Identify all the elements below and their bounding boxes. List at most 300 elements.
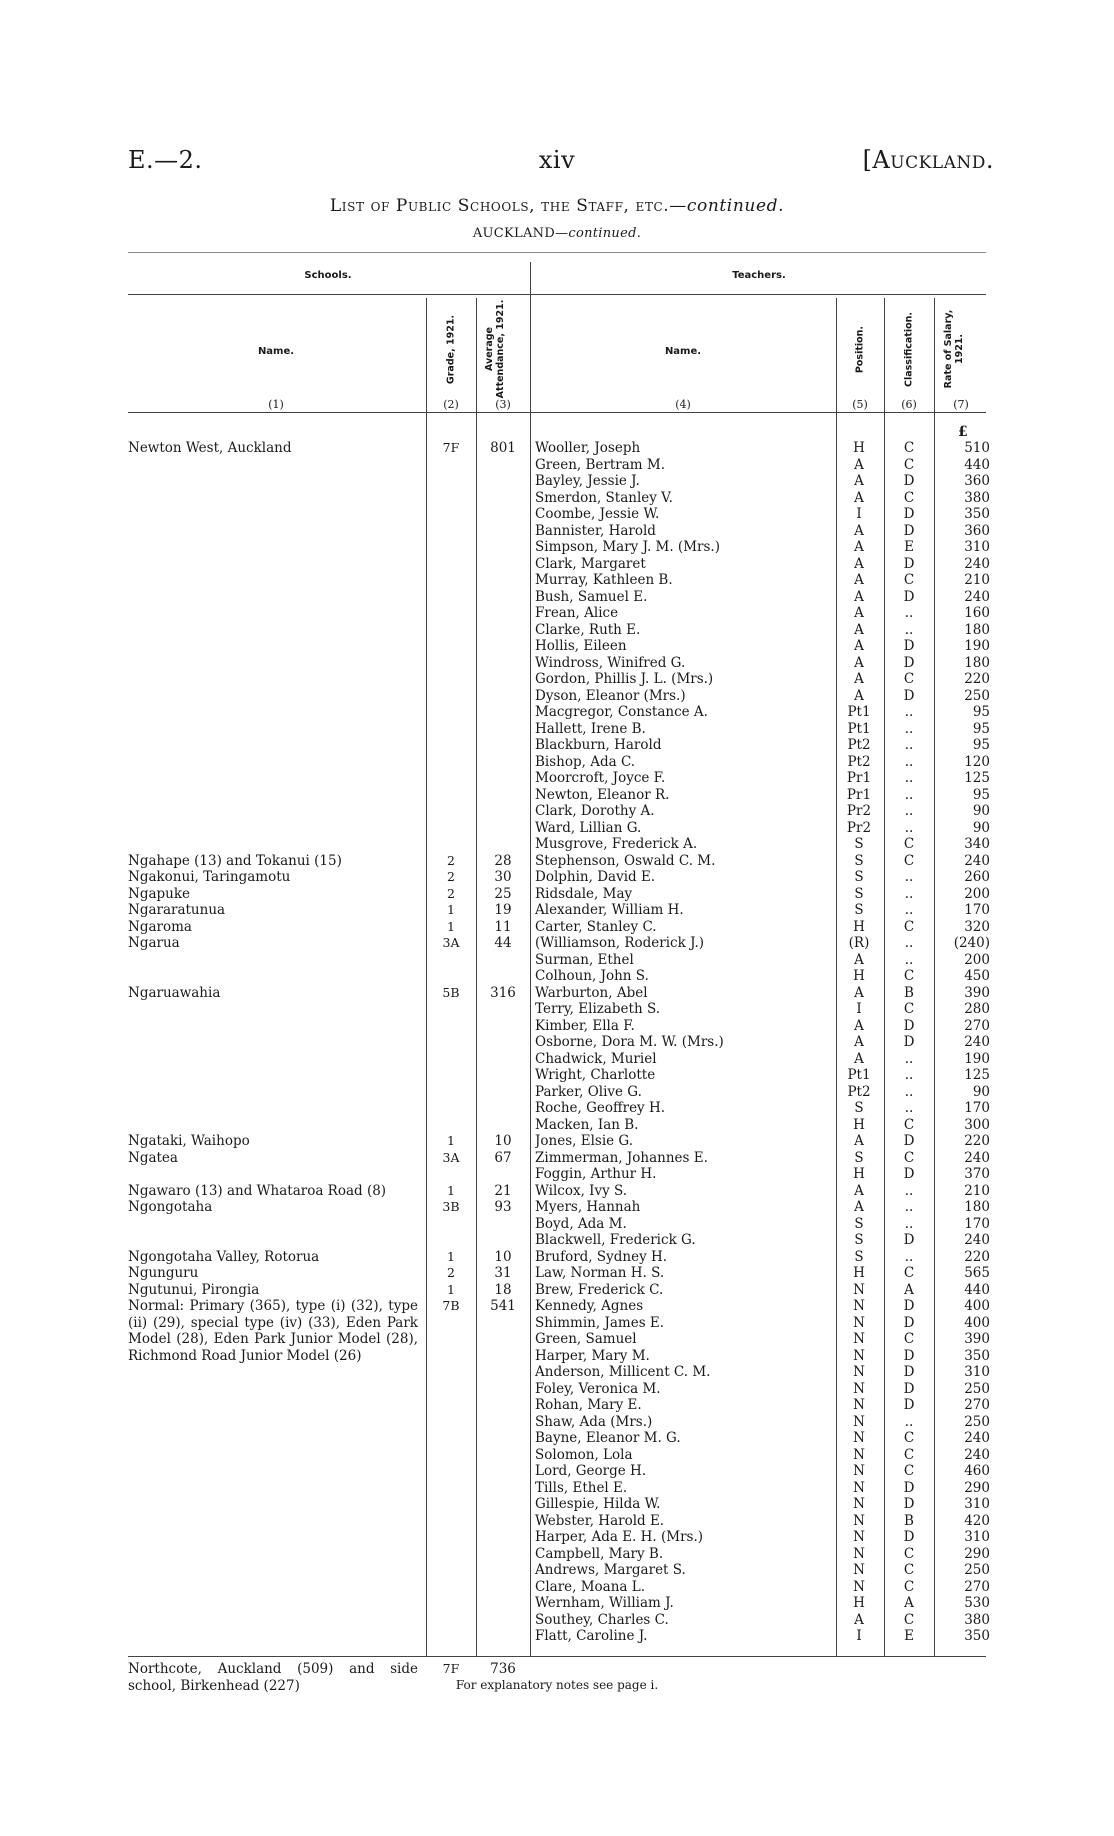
teacher-name: Parker, Olive G. [535, 1083, 642, 1100]
teacher-classification: .. [904, 770, 914, 786]
teacher-position: A [854, 638, 864, 654]
teacher-name: Clare, Moana L. [535, 1578, 646, 1595]
school-grade: 3A [442, 1149, 460, 1165]
school-grade: 1 [447, 918, 455, 934]
teacher-position: Pt1 [847, 1067, 871, 1083]
header-reference: E.—2. [128, 146, 203, 174]
teacher-salary: 240 [964, 1232, 990, 1248]
teacher-salary: 340 [964, 836, 990, 852]
teacher-salary: 290 [964, 1479, 990, 1496]
teacher-classification: D [903, 1479, 915, 1496]
teacher-salary: (240) [953, 935, 990, 951]
teacher-name: Colhoun, John S. [535, 968, 649, 984]
teacher-position: Pt1 [847, 704, 871, 720]
teacher-name: Carter, Stanley C. [535, 918, 657, 935]
teacher-name: Clarke, Ruth E. [535, 621, 641, 638]
teacher-classification: C [903, 1545, 915, 1562]
teacher-classification: C [903, 1149, 915, 1166]
teacher-salary: 290 [964, 1545, 990, 1562]
teacher-classification: D [903, 473, 915, 489]
teacher-name: Wilcox, Ivy S. [535, 1182, 628, 1199]
teacher-classification: D [903, 1034, 915, 1050]
school-attendance: 21 [494, 1182, 512, 1199]
school-grade: 2 [447, 869, 455, 884]
school-attendance: 67 [494, 1149, 512, 1166]
teacher-classification: .. [904, 737, 914, 753]
teacher-position: Pr1 [846, 786, 872, 803]
teacher-position: N [853, 1446, 865, 1463]
teacher-position: H [853, 968, 865, 984]
teacher-salary: 270 [964, 1017, 990, 1034]
school-name: Ngapuke [128, 885, 191, 902]
teacher-classification: D [903, 1380, 915, 1397]
teacher-name: Lord, George H. [535, 1463, 647, 1479]
teacher-classification: C [903, 1463, 915, 1479]
teacher-name: Green, Samuel [535, 1331, 637, 1347]
schools-teachers-divider [530, 262, 531, 1656]
teacher-name: Osborne, Dora M. W. (Mrs.) [535, 1034, 724, 1050]
teacher-classification: D [903, 1529, 915, 1545]
teacher-name: Clark, Dorothy A. [535, 803, 655, 819]
teacher-salary: 210 [964, 1182, 990, 1199]
teacher-name: Gillespie, Hilda W. [535, 1496, 661, 1512]
teacher-salary: 400 [964, 1314, 990, 1331]
teacher-position: I [856, 1001, 862, 1017]
colnum-3: (3) [495, 398, 511, 411]
teacher-classification: E [904, 539, 914, 555]
teacher-name: Windross, Winifred G. [535, 654, 686, 671]
teacher-classification: D [903, 1017, 915, 1034]
teacher-name: Alexander, William H. [535, 902, 684, 918]
teacher-name: Clark, Margaret [535, 555, 646, 572]
school-attendance: 31 [494, 1265, 512, 1281]
teacher-salary: 420 [964, 1512, 990, 1529]
teacher-name: Chadwick, Muriel [535, 1050, 657, 1067]
teacher-salary: 240 [964, 588, 990, 605]
teacher-salary: 270 [964, 1397, 990, 1413]
teacher-position: A [854, 621, 864, 638]
teacher-name: Dolphin, David E. [535, 869, 656, 885]
teacher-classification: A [904, 1281, 914, 1298]
teacher-name: Wooller, Joseph [535, 440, 641, 456]
school-name: Ngaroma [128, 918, 192, 935]
teacher-classification: .. [904, 1100, 914, 1116]
teacher-name: Flatt, Caroline J. [535, 1628, 648, 1644]
school-grade: 1 [447, 1133, 455, 1148]
teacher-name: Myers, Hannah [535, 1199, 641, 1215]
school-name: Ngongotaha Valley, Rotorua [128, 1248, 320, 1265]
teacher-salary: 125 [964, 1067, 990, 1083]
teacher-name: Wernham, William J. [535, 1595, 674, 1611]
teacher-position: Pt1 [847, 720, 871, 737]
teacher-position: Pt2 [847, 1083, 871, 1100]
teacher-salary: 90 [972, 803, 990, 819]
school-grade: 2 [447, 885, 455, 901]
pound-sign: £ [958, 424, 968, 440]
school-attendance: 736 [490, 1661, 516, 1677]
teacher-salary: 250 [964, 1380, 990, 1397]
teacher-position: A [854, 539, 864, 555]
teacher-position: S [854, 885, 864, 902]
teacher-name: Roche, Geoffrey H. [535, 1100, 666, 1116]
teacher-salary: 310 [964, 1529, 990, 1545]
teacher-position: S [854, 1215, 864, 1232]
school-name: Ngataki, Waihopo [128, 1133, 250, 1149]
group-header-rule [128, 294, 986, 295]
teacher-name: Jones, Elsie G. [535, 1133, 634, 1149]
teacher-position: S [854, 836, 864, 852]
attendance-header [484, 299, 518, 399]
teacher-position: H [853, 1265, 865, 1281]
schools-group-header: Schools. [304, 270, 352, 281]
teacher-position: A [854, 605, 864, 621]
teacher-name: Campbell, Mary B. [535, 1545, 664, 1562]
teacher-salary: 90 [972, 819, 990, 836]
school-attendance: 18 [494, 1281, 512, 1298]
teacher-classification: .. [904, 819, 914, 836]
teacher-classification: .. [904, 951, 914, 968]
teacher-position: S [854, 1100, 864, 1116]
teacher-name: Newton, Eleanor R. [535, 786, 670, 803]
teacher-classification: .. [904, 605, 914, 621]
colnum-1: (1) [268, 398, 284, 411]
school-attendance: 93 [494, 1199, 512, 1215]
school-attendance: 10 [494, 1133, 512, 1149]
teacher-classification: C [903, 440, 915, 456]
teacher-name: Shaw, Ada (Mrs.) [535, 1413, 653, 1430]
teacher-classification: .. [904, 1050, 914, 1067]
teacher-position: N [853, 1331, 865, 1347]
teacher-classification: .. [904, 1199, 914, 1215]
attendance-divider [476, 298, 477, 1656]
teacher-classification: .. [904, 1067, 914, 1083]
teacher-position: H [853, 1116, 865, 1133]
teacher-position: N [853, 1397, 865, 1413]
teacher-classification: D [903, 555, 915, 572]
teacher-classification: .. [904, 753, 914, 770]
teacher-name: Bruford, Sydney H. [535, 1248, 668, 1265]
teacher-salary: 350 [964, 1347, 990, 1364]
classification-header: Classification. [903, 312, 915, 387]
teacher-salary: 320 [964, 918, 990, 935]
teacher-classification: C [903, 1430, 915, 1446]
teacher-position: A [854, 522, 864, 539]
teacher-salary: 160 [964, 605, 990, 621]
teacher-name: Andrews, Margaret S. [535, 1562, 686, 1578]
teacher-salary: 260 [964, 869, 990, 885]
teacher-classification: C [903, 918, 915, 935]
teacher-classification: C [903, 1001, 915, 1017]
teacher-name: Webster, Harold E. [535, 1512, 665, 1529]
teacher-classification: E [904, 1628, 914, 1644]
teacher-name: Shimmin, James E. [535, 1314, 665, 1331]
school-name: Ngakonui, Taringamotu [128, 869, 291, 885]
teacher-position: A [854, 588, 864, 605]
teacher-salary: 240 [964, 555, 990, 572]
teacher-name: Macgregor, Constance A. [535, 704, 708, 720]
page-title [0, 196, 1114, 216]
teacher-name: Terry, Elizabeth S. [535, 1001, 661, 1017]
teacher-classification: C [903, 1331, 915, 1347]
teacher-position: S [854, 902, 864, 918]
teacher-classification: C [903, 1446, 915, 1463]
teacher-salary: 95 [972, 720, 990, 737]
teacher-classification: .. [904, 704, 914, 720]
school-grade: 1 [447, 1248, 455, 1264]
teacher-position: N [853, 1347, 865, 1364]
teacher-position: N [853, 1430, 865, 1446]
school-grade: 2 [447, 852, 455, 868]
teacher-salary: 125 [964, 770, 990, 786]
teacher-salary: 530 [964, 1595, 990, 1611]
teacher-position: N [853, 1463, 865, 1479]
teacher-position: S [854, 869, 864, 885]
teacher-position: Pr2 [846, 819, 872, 836]
colnum-5: (5) [852, 398, 868, 411]
teacher-salary: 170 [964, 902, 990, 918]
teacher-name: Zimmerman, Johannes E. [535, 1149, 708, 1166]
teacher-classification: C [903, 489, 915, 506]
teacher-salary: 240 [964, 1446, 990, 1463]
teacher-name: Bannister, Harold [535, 522, 656, 539]
attendance-header-text: Average Attendance, 1921. [484, 299, 506, 399]
teacher-classification: D [903, 588, 915, 605]
teacher-position: N [853, 1545, 865, 1562]
teacher-salary: 510 [964, 440, 990, 456]
position-divider [836, 298, 837, 1656]
teacher-position: H [853, 1595, 865, 1611]
school-name: Northcote, Auckland (509) and side school, Birkenhead (227) [128, 1661, 418, 1694]
table-top-rule [128, 252, 986, 253]
teacher-classification: .. [904, 1215, 914, 1232]
teacher-position: A [854, 984, 864, 1001]
teacher-salary: 190 [964, 1050, 990, 1067]
teacher-name: Boyd, Ada M. [535, 1215, 627, 1232]
teacher-classification: .. [904, 621, 914, 638]
school-attendance: 316 [490, 984, 516, 1001]
teacher-name: Bush, Samuel E. [535, 588, 648, 605]
teacher-salary: 170 [964, 1215, 990, 1232]
teacher-position: A [854, 687, 864, 704]
teacher-position: N [853, 1281, 865, 1298]
school-grade: 1 [447, 1281, 455, 1297]
teacher-salary: 240 [964, 1430, 990, 1446]
school-attendance: 10 [494, 1248, 512, 1265]
teacher-name-header: Name. [664, 346, 702, 357]
teacher-classification: .. [904, 869, 914, 885]
teacher-name: (Williamson, Roderick J.) [535, 935, 705, 951]
teacher-position: I [856, 1628, 862, 1644]
teacher-name: Blackwell, Frederick G. [535, 1232, 696, 1248]
colnum-7: (7) [953, 398, 969, 411]
teacher-position: A [854, 456, 864, 473]
teacher-name: Tills, Ethel E. [535, 1479, 628, 1496]
teacher-salary: 440 [964, 1281, 990, 1298]
teacher-position: S [854, 852, 864, 869]
teacher-position: A [854, 1034, 864, 1050]
teacher-name: Foggin, Arthur H. [535, 1166, 657, 1182]
header-region: [Auckland. [862, 146, 994, 174]
teacher-salary: 380 [964, 1611, 990, 1628]
school-grade: 3A [442, 935, 460, 950]
teacher-classification: .. [904, 720, 914, 737]
teacher-salary: 360 [964, 473, 990, 489]
teacher-classification: .. [904, 803, 914, 819]
teacher-salary: 380 [964, 489, 990, 506]
teacher-name: Musgrove, Frederick A. [535, 836, 698, 852]
teacher-salary: 240 [964, 1034, 990, 1050]
subtitle-continued: continued. [568, 226, 642, 241]
teacher-classification: D [903, 1397, 915, 1413]
school-grade: 1 [447, 902, 455, 917]
teacher-position: S [854, 1149, 864, 1166]
teacher-position: Pr2 [846, 803, 872, 819]
teacher-name: Hollis, Eileen [535, 638, 627, 654]
teacher-name: Green, Bertram M. [535, 456, 665, 473]
title-main: List of Public Schools, the Staff, etc.— [329, 196, 687, 216]
teacher-position: Pt2 [847, 753, 871, 770]
teacher-classification: C [903, 1562, 915, 1578]
school-attendance: 30 [494, 869, 512, 885]
teacher-classification: C [903, 1116, 915, 1133]
teacher-position: A [854, 1133, 864, 1149]
teacher-position: H [853, 1166, 865, 1182]
teacher-classification: D [903, 506, 915, 522]
teacher-name: Bayley, Jessie J. [535, 473, 640, 489]
column-number-rule [128, 412, 986, 413]
teacher-salary: 180 [964, 621, 990, 638]
school-grade: 7F [442, 1661, 460, 1676]
teacher-name: Anderson, Millicent C. M. [535, 1364, 711, 1380]
teacher-name: Macken, Ian B. [535, 1116, 639, 1133]
school-name: Ngararatunua [128, 902, 226, 918]
teacher-position: N [853, 1479, 865, 1496]
teacher-position: A [854, 1182, 864, 1199]
teacher-name: Kennedy, Agnes [535, 1298, 644, 1314]
teacher-classification: D [903, 638, 915, 654]
teacher-position: A [854, 1199, 864, 1215]
school-grade: 3B [442, 1199, 460, 1214]
teacher-classification: D [903, 654, 915, 671]
teacher-position: Pr1 [846, 770, 872, 786]
teacher-classification: A [904, 1595, 914, 1611]
teacher-position: S [854, 1248, 864, 1265]
title-continued: continued. [686, 196, 785, 216]
school-name: Ngunguru [128, 1265, 199, 1281]
teacher-salary: 95 [972, 786, 990, 803]
salary-header: Rate of Salary, 1921. [943, 309, 965, 389]
grade-header: Grade, 1921. [445, 314, 457, 385]
table-bottom-rule [128, 1656, 986, 1657]
teacher-classification: C [903, 671, 915, 687]
teacher-name: Warburton, Abel [535, 984, 648, 1001]
teacher-classification: C [903, 968, 915, 984]
teacher-salary: 240 [964, 1149, 990, 1166]
teacher-name: Wright, Charlotte [535, 1067, 656, 1083]
teacher-classification: C [903, 852, 915, 869]
teacher-classification: C [903, 1611, 915, 1628]
teacher-name: Dyson, Eleanor (Mrs.) [535, 687, 686, 704]
teacher-classification: .. [904, 1413, 914, 1430]
colnum-4: (4) [675, 398, 691, 411]
teacher-salary: 450 [964, 968, 990, 984]
teacher-name: Murray, Kathleen B. [535, 572, 673, 588]
teacher-position: N [853, 1562, 865, 1578]
teacher-name: Stephenson, Oswald C. M. [535, 852, 716, 869]
school-name: Ngarua [128, 935, 180, 951]
school-grade: 1 [447, 1182, 455, 1198]
teacher-position: H [853, 918, 865, 935]
teacher-salary: 180 [964, 1199, 990, 1215]
teacher-name: Bayne, Eleanor M. G. [535, 1430, 681, 1446]
teacher-salary: 310 [964, 1496, 990, 1512]
region-subtitle [0, 226, 1114, 241]
teacher-salary: 240 [964, 852, 990, 869]
school-attendance: 25 [494, 885, 512, 902]
teacher-salary: 350 [964, 1628, 990, 1644]
teacher-salary: 310 [964, 539, 990, 555]
teacher-name: Smerdon, Stanley V. [535, 489, 673, 506]
teacher-name: Hallett, Irene B. [535, 720, 646, 737]
teacher-salary: 565 [964, 1265, 990, 1281]
school-name: Ngahape (13) and Tokanui (15) [128, 852, 342, 869]
teacher-classification: .. [904, 1248, 914, 1265]
teacher-salary: 95 [972, 704, 990, 720]
teacher-classification: .. [904, 885, 914, 902]
teacher-salary: 250 [964, 1562, 990, 1578]
teacher-name: Brew, Frederick C. [535, 1281, 664, 1298]
teacher-classification: D [903, 1364, 915, 1380]
teacher-name: Bishop, Ada C. [535, 753, 636, 770]
teacher-salary: 300 [964, 1116, 990, 1133]
teacher-position: A [854, 671, 864, 687]
teacher-position: N [853, 1496, 865, 1512]
teacher-position: H [853, 440, 865, 456]
page-number: xiv [538, 146, 576, 174]
teacher-position: I [856, 506, 862, 522]
teacher-name: Rohan, Mary E. [535, 1397, 642, 1413]
teacher-classification: D [903, 1298, 915, 1314]
teacher-position: S [854, 1232, 864, 1248]
teacher-classification: D [903, 522, 915, 539]
teacher-salary: 460 [964, 1463, 990, 1479]
teacher-classification: B [904, 984, 914, 1001]
teacher-salary: 270 [964, 1578, 990, 1595]
teacher-salary: 120 [964, 753, 990, 770]
teacher-name: Foley, Veronica M. [535, 1380, 661, 1397]
teacher-salary: 360 [964, 522, 990, 539]
teacher-position: N [853, 1380, 865, 1397]
teacher-position: N [853, 1298, 865, 1314]
teacher-salary: 250 [964, 1413, 990, 1430]
teacher-salary: 440 [964, 456, 990, 473]
footnote: For explanatory notes see page i. [455, 1678, 659, 1692]
teacher-name: Law, Norman H. S. [535, 1265, 665, 1281]
colnum-6: (6) [901, 398, 917, 411]
teacher-name: Ward, Lillian G. [535, 819, 642, 836]
school-name: Ngawaro (13) and Whataroa Road (8) [128, 1182, 387, 1199]
teacher-salary: 280 [964, 1001, 990, 1017]
grade-divider [426, 298, 427, 1656]
teacher-salary: 180 [964, 654, 990, 671]
teacher-classification: D [903, 1166, 915, 1182]
school-attendance: 28 [494, 852, 512, 869]
teacher-classification: .. [904, 786, 914, 803]
school-name-header: Name. [257, 346, 295, 357]
teacher-salary: 350 [964, 506, 990, 522]
teacher-name: Simpson, Mary J. M. (Mrs.) [535, 539, 720, 555]
school-attendance: 44 [494, 935, 512, 951]
